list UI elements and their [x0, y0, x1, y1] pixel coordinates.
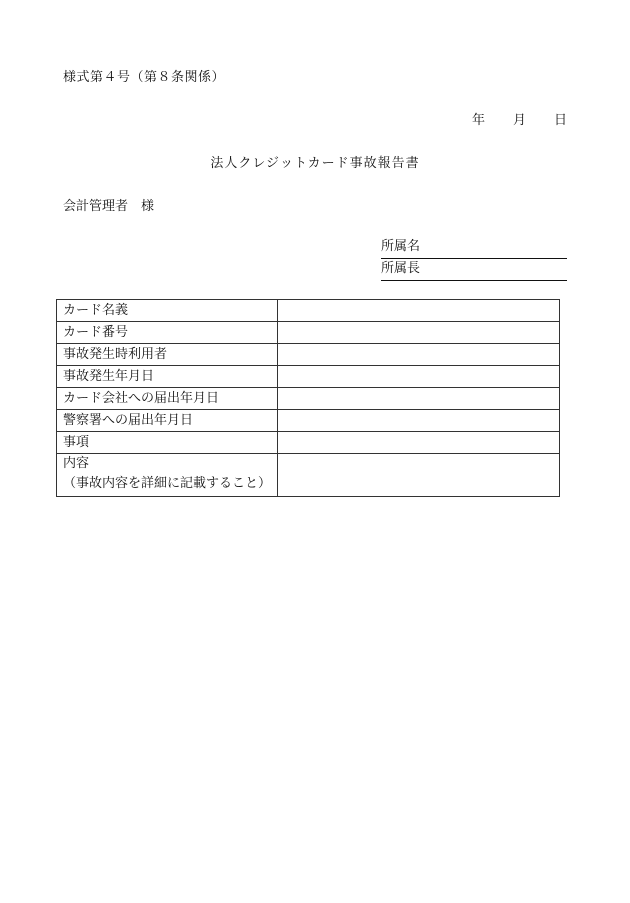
- row-label-matter: 事項: [57, 432, 278, 454]
- police-report-date-field[interactable]: [278, 410, 560, 432]
- table-row: [57, 454, 560, 497]
- date-month-label: 月: [512, 113, 526, 128]
- table-row: [57, 432, 560, 454]
- row-label-card-number: カード番号: [57, 322, 278, 344]
- row-label-card-company-report-date: カード会社への届出年月日: [57, 388, 278, 410]
- document-title: 法人クレジットカード事故報告書: [210, 156, 420, 171]
- card-number-field[interactable]: [278, 322, 560, 344]
- table-row: [57, 410, 560, 432]
- content-note: （事故内容を詳細に記載すること）: [63, 476, 272, 491]
- incident-date-field[interactable]: [278, 366, 560, 388]
- content-label: 内容: [63, 456, 90, 471]
- department-head-field[interactable]: [381, 259, 567, 281]
- date-day-label: 日: [553, 113, 567, 128]
- table-row: [57, 366, 560, 388]
- table-row: [57, 322, 560, 344]
- table-row: [57, 388, 560, 410]
- report-table: [56, 299, 560, 497]
- table-row: [57, 344, 560, 366]
- user-at-incident-field[interactable]: [278, 344, 560, 366]
- row-label-police-report-date: 警察署への届出年月日: [57, 410, 278, 432]
- department-field[interactable]: [381, 237, 567, 259]
- department-label: 所属名: [381, 239, 421, 254]
- row-label-card-holder: カード名義: [57, 300, 278, 322]
- card-company-report-date-field[interactable]: [278, 388, 560, 410]
- date-line: [472, 109, 567, 128]
- card-holder-field[interactable]: [278, 300, 560, 322]
- addressee: 会計管理者 様: [63, 199, 155, 214]
- department-head-label: 所属長: [381, 261, 421, 276]
- content-field[interactable]: [278, 454, 560, 497]
- table-row: [57, 300, 560, 322]
- date-year-label: 年: [471, 113, 485, 128]
- row-label-content: [57, 454, 278, 497]
- matter-field[interactable]: [278, 432, 560, 454]
- row-label-incident-date: 事故発生年月日: [57, 366, 278, 388]
- row-label-user-at-incident: 事故発生時利用者: [57, 344, 278, 366]
- form-number: 様式第４号（第８条関係）: [63, 70, 226, 85]
- affiliation-block: [381, 237, 567, 281]
